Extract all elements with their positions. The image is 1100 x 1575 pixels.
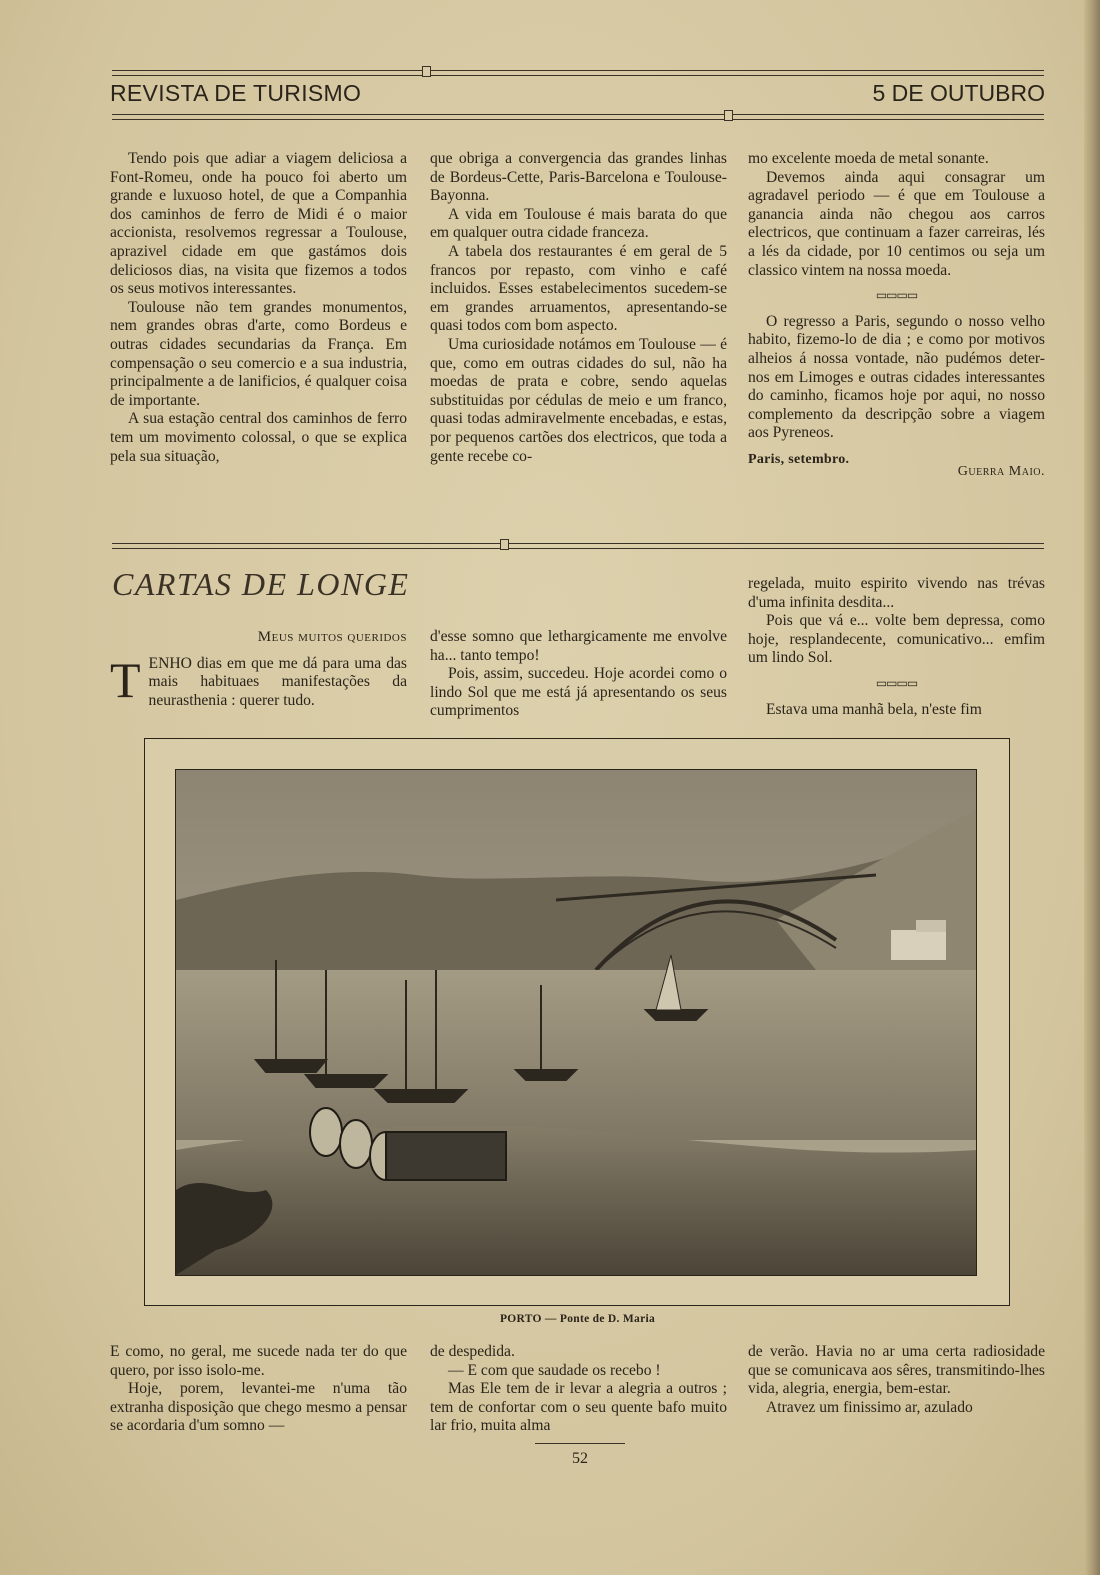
- place-date: Paris, setembro.: [748, 451, 850, 467]
- article2-title: CARTAS DE LONGE: [112, 566, 410, 602]
- paragraph: regelada, muito espirito vivendo nas trévas d'uma infinita desdita...: [748, 575, 1045, 611]
- paragraph: Pois, assim, succedeu. Hoje acordei como o lindo Sol que me está já apresentando os seus cumprimentos: [430, 665, 727, 720]
- paragraph: de verão. Havia no ar uma certa radiosidade que se comunicava aos sêres, transmitindo-lhes vida, alegria, energia, bem-estar.: [748, 1343, 1045, 1398]
- porto-bridge-photo: [175, 769, 977, 1276]
- article1-column-2: [430, 150, 727, 466]
- header-ornament-square: [422, 66, 431, 77]
- photo-caption: PORTO — Ponte de D. Maria: [499, 1313, 656, 1325]
- page-number: 52: [572, 1450, 588, 1467]
- paragraph: de despedida.: [430, 1343, 515, 1360]
- paragraph: A sua estação central dos caminhos de ferro tem um movimento colossal, o que se explica pela sua situação,: [110, 410, 407, 465]
- article2-bottom-column-1: [110, 1343, 407, 1436]
- header-rule-bottom: [112, 114, 1044, 120]
- section-ornament: ▭▭▭▭: [875, 288, 918, 303]
- salutation: Meus muitos queridos: [257, 629, 407, 645]
- article2-column-3: [748, 575, 1045, 719]
- issue-date: 5 DE OUTUBRO: [872, 80, 1045, 106]
- paragraph: E como, no geral, me sucede nada ter do que quero, por isso isolo-me.: [110, 1343, 407, 1379]
- paragraph: que obriga a convergencia das grandes linhas de Bordeus-Cette, Paris-Barcelona e Toulouse-Bayonna.: [430, 150, 727, 205]
- paragraph: mo excelente moeda de metal sonante.: [748, 150, 989, 167]
- paragraph: ENHO dias em que me dá para uma das mais habituaes manifestações da neurasthenia : querer tudo.: [148, 654, 407, 709]
- article2-column-2: [430, 628, 727, 721]
- page-number-rule: [535, 1443, 625, 1444]
- paragraph: Pois que vá e... volte bem depressa, como hoje, resplandecente, comunicativo... emfim um lindo Sol.: [748, 612, 1045, 667]
- article2-bottom-column-2: [430, 1343, 727, 1436]
- river-landscape-illustration: [176, 770, 976, 1275]
- article1-column-3: [748, 150, 1045, 482]
- magazine-title: REVISTA DE TURISMO: [110, 80, 362, 106]
- paragraph: Hoje, porem, levantei-me n'uma tão extranha disposição que chego mesmo a pensar se acordaria d'um somno —: [110, 1380, 407, 1435]
- paragraph: O regresso a Paris, segundo o nosso velho habito, fizemo-lo de dia ; e como por motivos alheios á nossa vontade, não pudémos deter-nos em Limoges e outras cidades interessantes do caminho, ficamos hoje por aqui, no nosso complemento da descripção sobre a viagem aos Pyreneos.: [748, 312, 1045, 442]
- paragraph: Uma curiosidade notámos em Toulouse — é que, como em outras cidades do sul, não ha moedas de prata e cobre, sendo aquelas substituidas por cédulas de meio e um franco, quasi todas admiravelmente encebadas, e estas, por pequenos cartões dos electricos, que toda a gente recebe co-: [430, 335, 727, 465]
- header-ornament-square-2: [724, 110, 733, 121]
- signature-row: [748, 451, 1045, 482]
- article1-column-1: [110, 150, 407, 466]
- paragraph: d'esse somno que lethargicamente me envolve ha... tanto tempo!: [430, 628, 727, 664]
- paragraph: Mas Ele tem de ir levar a alegria a outros ; tem de confortar com o seu quente bafo muito lar frio, muita alma: [430, 1380, 727, 1435]
- paragraph: — E com que saudade os recebo !: [448, 1361, 661, 1379]
- article2-bottom-column-3: [748, 1343, 1045, 1417]
- author-name: Guerra Maio.: [957, 463, 1045, 479]
- divider-ornament-square: [500, 539, 509, 550]
- section-ornament: ▭▭▭▭: [875, 675, 918, 690]
- paragraph: A tabela dos restaurantes é em geral de 5 francos por repasto, com vinho e café incluidos. Esses estabelecimentos sucedem-se em grandes arruamentos, apresentando-se quasi todos com bom aspecto.: [430, 242, 727, 335]
- header-rule-top: [112, 70, 1044, 76]
- paragraph: A vida em Toulouse é mais barata do que em qualquer outra cidade franceza.: [430, 205, 727, 242]
- photo-frame: [144, 738, 1010, 1306]
- drop-cap: T: [110, 651, 141, 708]
- paragraph: Atravez um finissimo ar, azulado: [766, 1398, 973, 1416]
- article2-column-1: [110, 628, 407, 710]
- paragraph: Tendo pois que adiar a viagem deliciosa a Font-Romeu, onde ha pouco foi aberto um grande e luxuoso hotel, de que a Companhia dos caminhos de ferro de Midi é o maior accionista, resolvemos regressar a Toulouse, aprazivel cidade em que gastámos dois deliciosos dias, na visita que fizemos a todos os seus motivos interessantes.: [110, 150, 407, 298]
- paragraph: Devemos ainda aqui consagrar um agradavel periodo — é que em Toulouse a ganancia ainda não chegou aos carros electricos, que continuam a fazer carreiras, lés a lés da cidade, por 10 centimos ou seja um classico vintem na nossa moeda.: [748, 168, 1045, 279]
- paragraph: Toulouse não tem grandes monumentos, nem grandes obras d'arte, como Bordeus e outras cidades secundarias da França. Em compensação o seu comercio e a sua industria, principalmente a de lanificios, é qualquer coisa de importante.: [110, 298, 407, 409]
- page-spine: [1084, 0, 1100, 1575]
- paragraph: Estava uma manhã bela, n'este fim: [766, 700, 982, 718]
- section-divider: [112, 543, 1044, 549]
